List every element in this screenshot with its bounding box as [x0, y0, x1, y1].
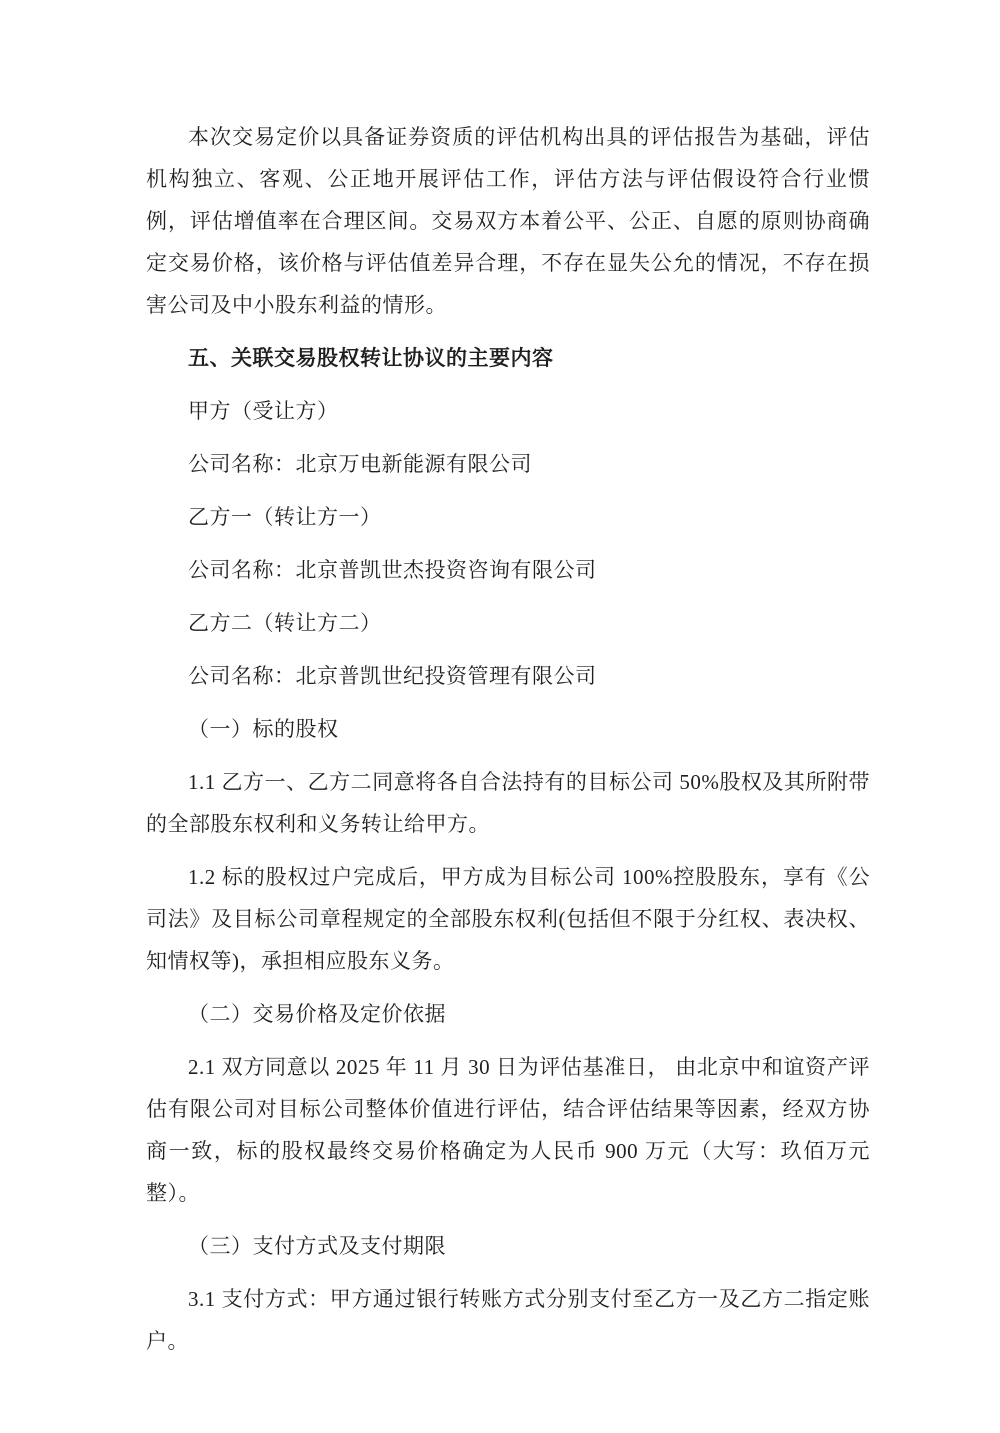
- clause-2-1: 2.1 双方同意以 2025 年 11 月 30 日为评估基准日， 由北京中和谊资产评估有限公司对目标公司整体价值进行评估，结合评估结果等因素，经双方协商一致，标的股权最终交易价格确定为人民币 900 万元（大写：玖佰万元整）。: [146, 1055, 870, 1205]
- section-heading: 五、关联交易股权转让协议的主要内容: [188, 346, 554, 370]
- intro-paragraph: 本次交易定价以具备证券资质的评估机构出具的评估报告为基础，评估机构独立、客观、公正地开展评估工作，评估方法与评估假设符合行业惯例，评估增值率在合理区间。交易双方本着公平、公正、自愿的原则协商确定交易价格，该价格与评估值差异合理，不存在显失公允的情况，不存在损害公司及中小股东利益的情形。: [146, 125, 870, 317]
- party-b2-label: 乙方二（转让方二）: [188, 611, 382, 635]
- party-b1-label: 乙方一（转让方一）: [188, 505, 382, 529]
- party-a-label: 甲方（受让方）: [188, 399, 339, 423]
- subsection-1-heading: （一）标的股权: [188, 717, 339, 741]
- party-b2-company: 公司名称：北京普凯世纪投资管理有限公司: [188, 664, 597, 688]
- party-b1-company: 公司名称：北京普凯世杰投资咨询有限公司: [188, 558, 597, 582]
- clause-1-2: 1.2 标的股权过户完成后，甲方成为目标公司 100%控股股东，享有《公司法》及目标公司章程规定的全部股东权利(包括但不限于分红权、表决权、知情权等)，承担相应股东义务。: [146, 865, 870, 973]
- clause-3-1: 3.1 支付方式：甲方通过银行转账方式分别支付至乙方一及乙方二指定账户。: [146, 1287, 870, 1353]
- subsection-3-heading: （三）支付方式及支付期限: [188, 1234, 446, 1258]
- subsection-2-heading: （二）交易价格及定价依据: [188, 1002, 446, 1026]
- clause-1-1: 1.1 乙方一、乙方二同意将各自合法持有的目标公司 50%股权及其所附带的全部股东权利和义务转让给甲方。: [146, 770, 870, 836]
- party-a-company: 公司名称：北京万电新能源有限公司: [188, 452, 532, 476]
